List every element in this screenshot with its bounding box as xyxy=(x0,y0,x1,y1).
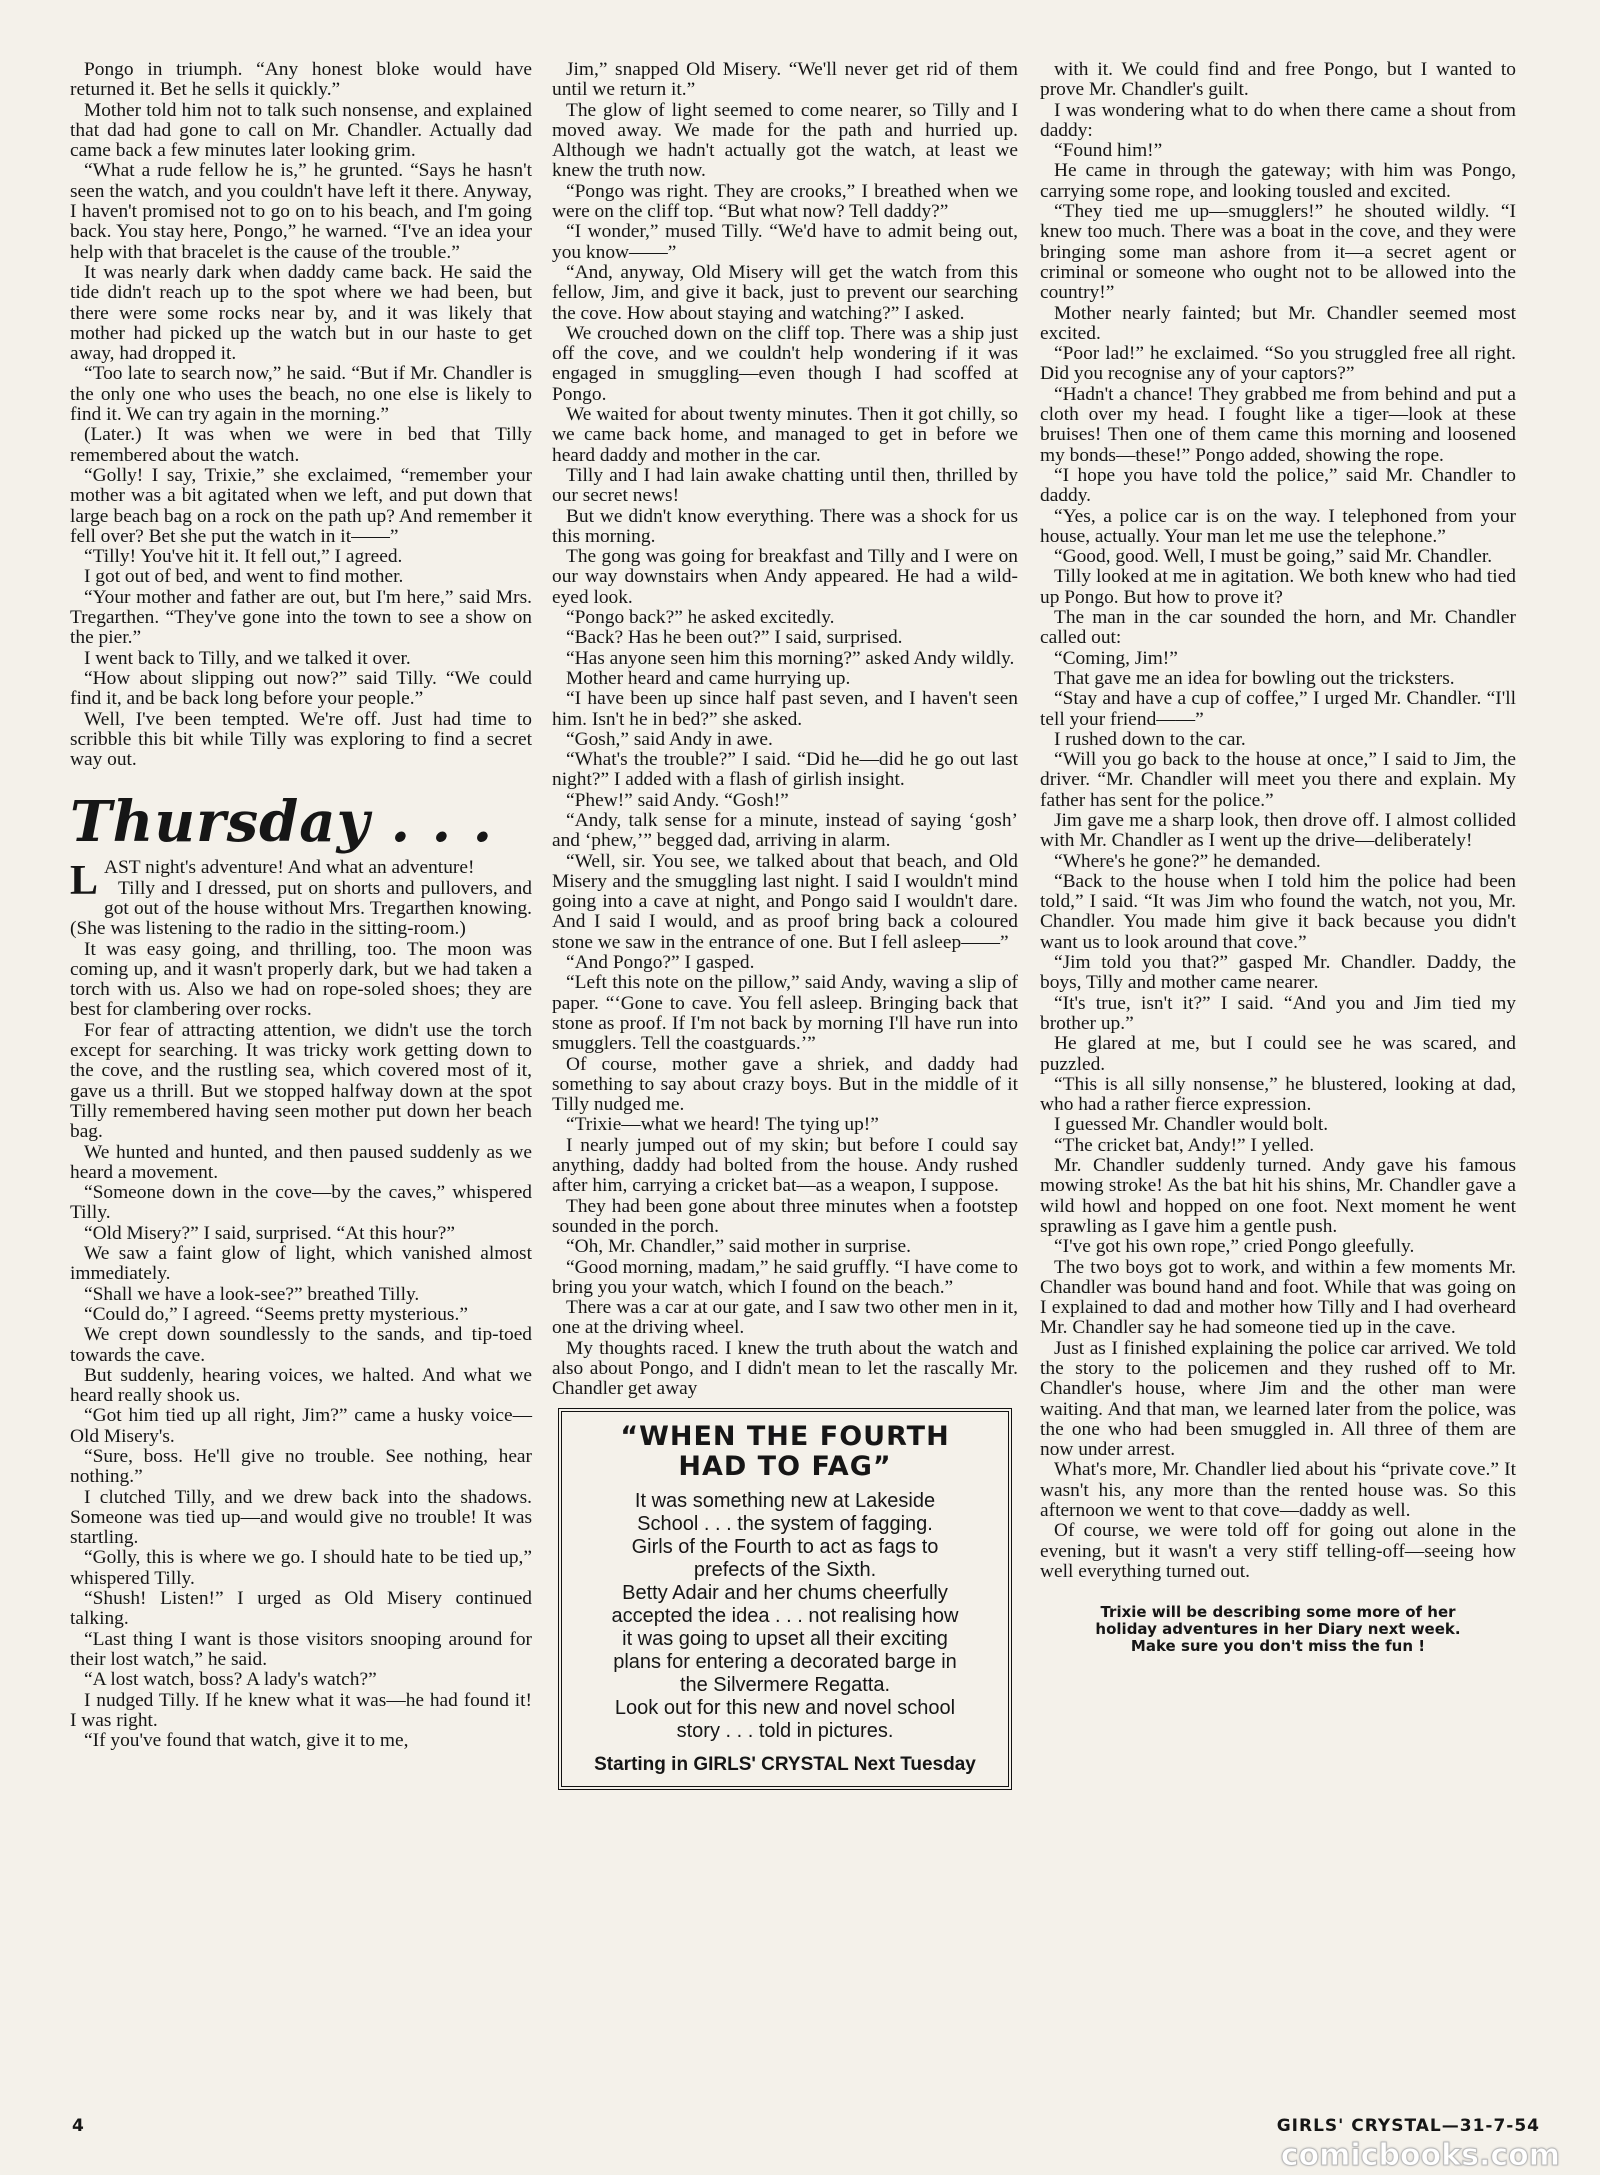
paragraph: The man in the car sounded the horn, and Mr. Chandler called out: xyxy=(1040,607,1516,649)
paragraph: “Shush! Listen!” I urged as Old Misery continued talking. xyxy=(70,1588,532,1630)
column-1 xyxy=(70,60,532,1751)
paragraph: “Pongo was right. They are crooks,” I breathed when we were on the cliff top. “But what now? Tell daddy?” xyxy=(552,180,1018,223)
paragraph: It was easy going, and thrilling, too. The moon was coming up, and it wasn't properly dark, but we had taken a torch with us. Also we had on rope-soled shoes; they are best for clambering over rocks. xyxy=(70,938,532,1021)
paragraph: “Andy, talk sense for a minute, instead of saying ‘gosh’ and ‘phew,’” begged dad, arriving in alarm. xyxy=(552,809,1018,852)
paragraph: “Too late to search now,” he said. “But if Mr. Chandler is the only one who uses the beach, no one else is likely to find it. We can try again in the morning.” xyxy=(70,363,532,426)
advert-line: prefects of the Sixth. xyxy=(693,1558,877,1581)
advert-line: story . . . told in pictures. xyxy=(676,1719,894,1742)
paragraph: We saw a faint glow of light, which vanished almost immediately. xyxy=(70,1243,532,1285)
paragraph: “I hope you have told the police,” said Mr. Chandler to daddy. xyxy=(1040,464,1516,507)
paragraph: Mother nearly fainted; but Mr. Chandler seemed most excited. xyxy=(1040,302,1516,344)
paragraph: What's more, Mr. Chandler lied about his “private cove.” It wasn't his, any more than the rented house was. So this afternoon we went to that cove—daddy as well. xyxy=(1040,1459,1516,1522)
paragraph: Tilly and I had lain awake chatting until then, thrilled by our secret news! xyxy=(552,464,1018,507)
paragraph: I guessed Mr. Chandler would bolt. xyxy=(1054,1114,1329,1136)
column-3-paragraphs xyxy=(1040,60,1516,1582)
paragraph: I nearly jumped out of my skin; but before I could say anything, daddy had bolted from the house. Andy rushed after him, carrying a cricket bat—as a weapon, I suppose. xyxy=(552,1134,1018,1197)
paragraph: I nudged Tilly. If he knew what it was—he had found it! I was right. xyxy=(70,1689,532,1731)
paragraph: Of course, mother gave a shriek, and daddy had something to say about crazy boys. But in the middle of it Tilly nudged me. xyxy=(552,1053,1018,1116)
paragraph: “Trixie—what we heard! The tying up!” xyxy=(566,1114,879,1136)
paragraph: “Back to the house when I told him the police had been told,” I said. “It was Jim who found the watch, not you, Mr. Chandler. You made him give it back because you didn't want us to look around that cove.” xyxy=(1040,870,1516,953)
paragraph: I got out of bed, and went to find mother. xyxy=(84,566,404,588)
paragraph: “Could do,” I agreed. “Seems pretty mysterious.” xyxy=(84,1303,468,1325)
watermark: comicbooks.com xyxy=(1280,2138,1560,2173)
paragraph: Just as I finished explaining the police car arrived. We told the story to the policemen and they rushed off to Mr. Chandler's house, where Jim and the other man were waiting. And that man, we learned later from the police, was the one who had been smuggled in. All three of them are now under arrest. xyxy=(1040,1337,1516,1461)
paragraph-text: AST night's adventure! And what an adventure! xyxy=(104,857,475,879)
paragraph: “It's true, isn't it?” I said. “And you and Jim tied my brother up.” xyxy=(1040,992,1516,1034)
paragraph: “Has anyone seen him this morning?” asked Andy wildly. xyxy=(566,647,1015,669)
paragraph: “Shall we have a look-see?” breathed Tilly. xyxy=(84,1283,420,1305)
paragraph: (Later.) It was when we were in bed that Tilly remembered about the watch. xyxy=(70,424,532,466)
paragraph: We waited for about twenty minutes. Then it got chilly, so we came back home, and managed to get in before we heard daddy and mother in the car. xyxy=(552,404,1018,466)
paragraph: “Old Misery?” I said, surprised. “At this hour?” xyxy=(84,1222,456,1244)
paragraph: We crept down soundlessly to the sands, and tip-toed towards the cave. xyxy=(70,1324,532,1366)
paragraph: “Jim told you that?” gasped Mr. Chandler. Daddy, the boys, Tilly and mother came nearer. xyxy=(1040,952,1516,994)
paragraph: “Golly, this is where we go. I should hate to be tied up,” whispered Tilly. xyxy=(70,1547,532,1589)
paragraph: “This is all silly nonsense,” he blustered, looking at dad, who had a rather fierce expression. xyxy=(1040,1073,1516,1116)
paragraph: “Good, good. Well, I must be going,” said Mr. Chandler. xyxy=(1054,546,1493,568)
paragraph: “Yes, a police car is on the way. I telephoned from your house, actually. Your man let me use the telephone.” xyxy=(1040,505,1516,547)
paragraph: “Stay and have a cup of coffee,” I urged Mr. Chandler. “I'll tell your friend——” xyxy=(1040,688,1516,730)
advert-line: Betty Adair and her chums cheerfully xyxy=(622,1581,948,1604)
paragraph: Tilly and I dressed, put on shorts and pullovers, and got out of the house without Mrs. Tregarthen knowing. (She was listening to the radio in the sitting-room.) xyxy=(70,877,532,940)
paragraph: Tilly looked at me in agitation. We both knew who had tied up Pongo. But how to prove it? xyxy=(1040,566,1516,608)
paragraph: “Your mother and father are out, but I'm here,” said Mrs. Tregarthen. “They've gone into the town to see a show on the pier.” xyxy=(70,586,532,649)
column-2-paragraphs xyxy=(552,60,1018,1400)
paragraph: “Pongo back?” he asked excitedly. xyxy=(566,607,835,629)
paragraph: Jim,” snapped Old Misery. “We'll never get rid of them until we return it.” xyxy=(552,59,1018,101)
advert-line: the Silvermere Regatta. xyxy=(679,1673,891,1696)
paragraph: “Will you go back to the house at once,” I said to Jim, the driver. “Mr. Chandler will meet you there and explain. My father has sent for the police.” xyxy=(1040,749,1516,811)
paragraph: “Phew!” said Andy. “Gosh!” xyxy=(566,789,789,811)
paragraph: Mother told him not to talk such nonsense, and explained that dad had gone to call on Mr. Chandler. Actually dad came back a few minutes later looking grim. xyxy=(70,99,532,162)
paragraph: “Where's he gone?” he demanded. xyxy=(1054,850,1321,872)
paragraph: “Well, sir. You see, we talked about that beach, and Old Misery and the smuggling last night. I said I wouldn't mind going into a cave at night, and Pongo said I wouldn't dare. And I said I would, and as proof bring back a coloured stone we saw in the entrance of one. But I fell asleep——” xyxy=(552,850,1018,953)
paragraph: I rushed down to the car. xyxy=(1054,728,1246,750)
paragraph: “A lost watch, boss? A lady's watch?” xyxy=(84,1669,377,1691)
paragraph: “I wonder,” mused Tilly. “We'd have to admit being out, you know——” xyxy=(552,221,1018,263)
paragraph: Pongo in triumph. “Any honest bloke would have returned it. Bet he sells it quickly.” xyxy=(70,59,532,101)
advert-line: School . . . the system of fagging. xyxy=(637,1512,933,1535)
paragraph: He came in through the gateway; with him was Pongo, carrying some rope, and looking tousled and excited. xyxy=(1040,160,1516,202)
paragraph: “Back? Has he been out?” I said, surprised. xyxy=(566,627,903,649)
story-advert-box xyxy=(558,1408,1012,1790)
paragraph: For fear of attracting attention, we didn't use the torch except for searching. It was tricky work getting down to the cove, and the rustling sea, which covered most of it, gave us a thrill. But we stopped halfway down at the spot Tilly remembered having seen mother put down her beach bag. xyxy=(70,1019,532,1143)
paragraph: Of course, we were told off for going out alone in the evening, but it wasn't a very stiff telling-off—seeing how well everything turned out. xyxy=(1040,1520,1516,1582)
paragraph: “And, anyway, Old Misery will get the watch from this fellow, Jim, and give it back, just to prevent our searching the cove. How about staying and watching?” I asked. xyxy=(552,261,1018,324)
paragraph: My thoughts raced. I knew the truth about the watch and also about Pongo, and I didn't mean to let the rascally Mr. Chandler get away xyxy=(552,1337,1018,1400)
paragraph: “Oh, Mr. Chandler,” said mother in surprise. xyxy=(566,1236,911,1258)
section-heading: Thursday . . . xyxy=(70,789,494,856)
paragraph: But suddenly, hearing voices, we halted. And what we heard really shook us. xyxy=(70,1364,532,1407)
paragraph: They had been gone about three minutes when a footstep sounded in the porch. xyxy=(552,1195,1018,1237)
paragraph: “Good morning, madam,” he said gruffly. “I have come to bring you your watch, which I found on the beach.” xyxy=(552,1256,1018,1298)
paragraph: “Hadn't a chance! They grabbed me from behind and put a cloth over my head. I fought like a tiger—look at these bruises! Then one of them came this morning and loosened my bonds—these!” Pongo added, showing the rope. xyxy=(1040,383,1516,466)
drop-cap: L xyxy=(70,858,99,905)
footnote-line-3: Make sure you don't miss the fun ! xyxy=(1130,1637,1426,1656)
paragraph: “Left this note on the pillow,” said Andy, waving a slip of paper. “‘Gone to cave. You fell asleep. Bringing back that stone as proof. If I'm not back by morning I'll have run into smugglers. Tell the coastguards.’” xyxy=(552,972,1018,1055)
paragraph: Mother heard and came hurrying up. xyxy=(566,667,851,689)
paragraph: “The cricket bat, Andy!” I yelled. xyxy=(1054,1134,1315,1156)
paragraph: The two boys got to work, and within a few moments Mr. Chandler was bound hand and foot. While that was going on I explained to dad and mother how Tilly and I had overheard Mr. Chandler say he had someone tied up in the cave. xyxy=(1040,1256,1516,1339)
paragraph: “And Pongo?” I gasped. xyxy=(566,952,755,974)
paragraph: He glared at me, but I could see he was scared, and puzzled. xyxy=(1040,1033,1516,1075)
column-1-paragraphs xyxy=(70,60,532,770)
advert-title-line-2: HAD TO FAG” xyxy=(678,1450,892,1482)
paragraph: “If you've found that watch, give it to me, xyxy=(84,1730,409,1752)
advert-call-to-action: Starting in GIRLS' CRYSTAL Next Tuesday xyxy=(594,1753,976,1775)
advert-line: plans for entering a decorated barge in xyxy=(613,1650,957,1673)
paragraph: “Got him tied up all right, Jim?” came a husky voice—Old Misery's. xyxy=(70,1405,532,1447)
paragraph: I went back to Tilly, and we talked it over. xyxy=(84,647,411,669)
paragraph: That gave me an idea for bowling out the tricksters. xyxy=(1054,667,1455,689)
advert-title-line-1: “WHEN THE FOURTH xyxy=(620,1420,950,1452)
advert-line: It was something new at Lakeside xyxy=(634,1489,936,1512)
paragraph: Jim gave me a sharp look, then drove off. I almost collided with Mr. Chandler as I went up the drive—deliberately! xyxy=(1040,809,1516,852)
paragraph: “I've got his own rope,” cried Pongo gleefully. xyxy=(1054,1236,1415,1258)
paragraph: “Tilly! You've hit it. It fell out,” I agreed. xyxy=(84,546,403,568)
paragraph: “They tied me up—smugglers!” he shouted wildly. “I knew too much. There was a boat in the cove, and they were bringing some man ashore from it—a secret agent or criminal or someone who ought not to be allowed into the country!” xyxy=(1040,201,1516,304)
paragraph: There was a car at our gate, and I saw two other men in it, one at the driving wheel. xyxy=(552,1297,1018,1339)
paragraph: Well, I've been tempted. We're off. Just had time to scribble this bit while Tilly was exploring to find a secret way out. xyxy=(70,708,532,771)
advert-line: Girls of the Fourth to act as fags to xyxy=(631,1535,939,1558)
paragraph: Mr. Chandler suddenly turned. Andy gave his famous mowing stroke! As the bat hit his shins, Mr. Chandler gave a wild howl and hopped on one foot. Next moment he went sprawling as I gave him a gentle push. xyxy=(1040,1155,1516,1237)
paragraph xyxy=(70,857,532,905)
column-2 xyxy=(552,60,1018,1790)
thursday-paragraphs xyxy=(70,858,532,1751)
page-number: 4 xyxy=(72,2116,84,2136)
footnote-line-2: holiday adventures in her Diary next week. xyxy=(1095,1620,1461,1639)
paragraph: The gong was going for breakfast and Tilly and I were on our way downstairs when Andy appeared. He had a wild-eyed look. xyxy=(552,546,1018,608)
footnote-line-1: Trixie will be describing some more of her xyxy=(1100,1603,1456,1622)
paragraph: “I have been up since half past seven, and I haven't seen him. Isn't he in bed?” she asked. xyxy=(552,688,1018,730)
paragraph: “Poor lad!” he exclaimed. “So you struggled free all right. Did you recognise any of your captors?” xyxy=(1040,343,1516,385)
next-week-footnote xyxy=(1040,1604,1516,1655)
advert-body xyxy=(576,1490,994,1743)
paragraph: I clutched Tilly, and we drew back into the shadows. Someone was tied up—and would give no trouble! It was startling. xyxy=(70,1486,532,1549)
paragraph: I was wondering what to do when there came a shout from daddy: xyxy=(1040,99,1516,141)
paragraph: “Coming, Jim!” xyxy=(1054,647,1178,669)
paragraph: But we didn't know everything. There was a shock for us this morning. xyxy=(552,505,1018,547)
advert-line: it was going to upset all their exciting xyxy=(622,1627,948,1650)
magazine-footer: GIRLS' CRYSTAL—31-7-54 xyxy=(1276,2116,1540,2136)
paragraph: We hunted and hunted, and then paused suddenly as we heard a movement. xyxy=(70,1141,532,1183)
advert-line: Look out for this new and novel school xyxy=(614,1696,956,1719)
paragraph: “Golly! I say, Trixie,” she exclaimed, “remember your mother was a bit agitated when we left, and put down that large beach bag on a rock on the path up? And remember it fell over? Bet she put the watch in it——” xyxy=(70,464,532,547)
paragraph: “Sure, boss. He'll give no trouble. See nothing, hear nothing.” xyxy=(70,1446,532,1488)
paragraph: “How about slipping out now?” said Tilly. “We could find it, and be back long before your people.” xyxy=(70,667,532,710)
paragraph: “Last thing I want is those visitors snooping around for their lost watch,” he said. xyxy=(70,1628,532,1670)
advert-line: accepted the idea . . . not realising how xyxy=(611,1604,959,1627)
paragraph: “What a rude fellow he is,” he grunted. “Says he hasn't seen the watch, and you couldn't have left it there. Anyway, I haven't promised not to go on to his beach, and I'm going back. You stay here, Pongo,” he warned. “I've an idea your help with that bracelet is the cause of the trouble.” xyxy=(70,160,532,263)
advert-title xyxy=(576,1422,994,1482)
paragraph: “Found him!” xyxy=(1054,140,1163,162)
paragraph: “What's the trouble?” I said. “Did he—did he go out last night?” I added with a flash of girlish insight. xyxy=(552,749,1018,791)
paragraph: “Someone down in the cove—by the caves,” whispered Tilly. xyxy=(70,1182,532,1224)
paragraph: We crouched down on the cliff top. There was a ship just off the cove, and we couldn't help wondering if it was engaged in smuggling—even though I had scoffed at Pongo. xyxy=(552,322,1018,405)
column-3 xyxy=(1040,60,1516,1655)
paragraph: “Gosh,” said Andy in awe. xyxy=(566,728,773,750)
paragraph: with it. We could find and free Pongo, but I wanted to prove Mr. Chandler's guilt. xyxy=(1040,59,1516,101)
paragraph: It was nearly dark when daddy came back. He said the tide didn't reach up to the spot where we had been, but there were some rocks near by, and it was likely that mother had picked up the watch but in our haste to get away, had dropped it. xyxy=(70,261,532,365)
paragraph: The glow of light seemed to come nearer, so Tilly and I moved away. We made for the path and hurried up. Although we hadn't actually got the watch, at least we knew the truth now. xyxy=(552,99,1018,182)
